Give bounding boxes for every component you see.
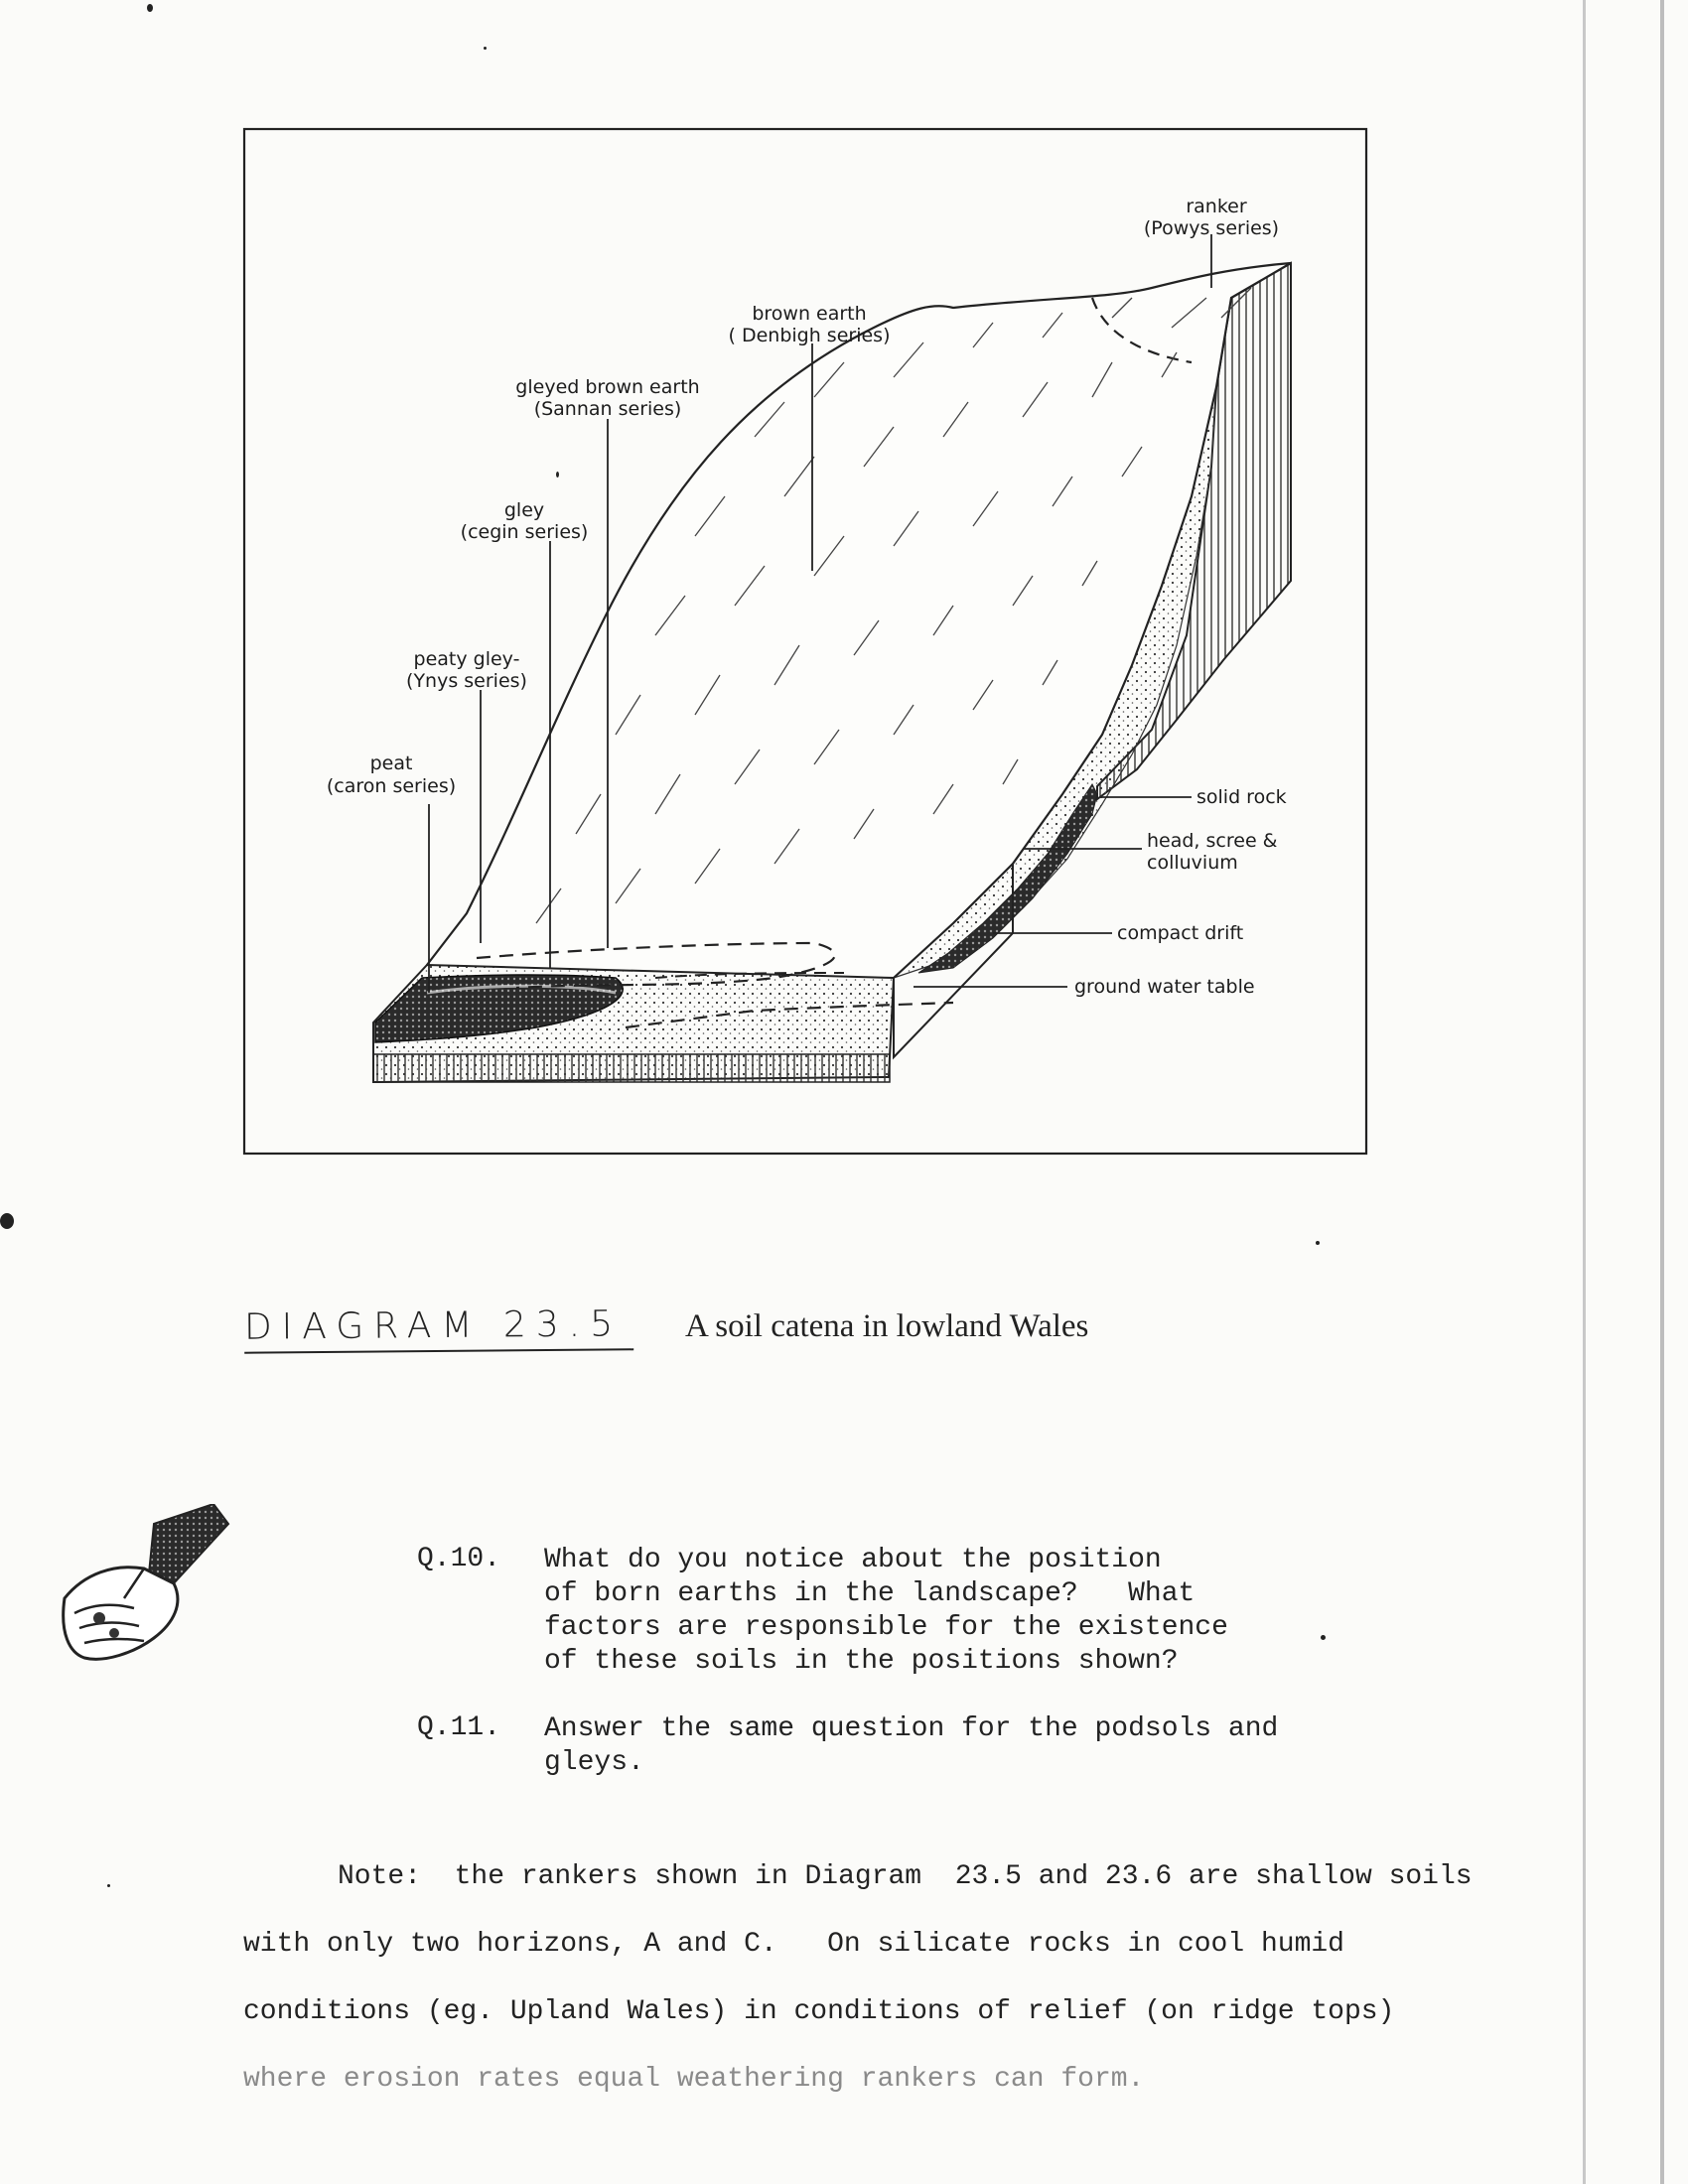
label-peat-series: (caron series) xyxy=(326,775,457,797)
question-line: factors are responsible for the existence xyxy=(544,1612,1228,1643)
note-line: Note: the rankers shown in Diagram 23.5 and 23.6 are shallow soils xyxy=(338,1861,1473,1892)
label-brown-earth-series: ( Denbigh series) xyxy=(728,325,891,346)
label-colluvium: colluvium xyxy=(1147,852,1238,874)
question-line: Answer the same question for the podsols and xyxy=(544,1713,1279,1744)
note-line: with only two horizons, A and C. On silicate rocks in cool humid xyxy=(243,1929,1344,1960)
writing-hand-icon xyxy=(55,1504,233,1668)
label-gley: gley xyxy=(503,499,545,521)
diagram-caption: A soil catena in lowland Wales xyxy=(685,1308,1089,1344)
question-number: Q.11. xyxy=(417,1712,501,1743)
label-solid-rock: solid rock xyxy=(1196,786,1287,808)
label-peaty-gley: peaty gley- xyxy=(413,648,520,670)
note-line: conditions (eg. Upland Wales) in conditions of relief (on ridge tops) xyxy=(243,1996,1395,2027)
question-line: gleys. xyxy=(544,1747,644,1778)
label-gley-series: (cegin series) xyxy=(460,521,589,543)
slab-base-bedrock xyxy=(373,1054,890,1082)
label-ground-water-table: ground water table xyxy=(1074,976,1255,998)
label-compact-drift: compact drift xyxy=(1117,922,1244,944)
question-line: of these soils in the positions shown? xyxy=(544,1646,1179,1677)
label-brown-earth: brown earth xyxy=(752,303,867,325)
question-line: of born earths in the landscape? What xyxy=(544,1578,1196,1609)
question-number: Q.10. xyxy=(417,1544,501,1574)
note-line: where erosion rates equal weathering rankers can form. xyxy=(243,2064,1145,2095)
label-ranker-series: (Powys series) xyxy=(1143,217,1280,239)
label-peaty-gley-series: (Ynys series) xyxy=(406,670,527,692)
label-gleyed-brown-earth: gleyed brown earth xyxy=(515,376,700,398)
label-peat: peat xyxy=(369,752,413,774)
question-line: What do you notice about the position xyxy=(544,1545,1162,1575)
diagram-number-handwritten: DIAGRAM 23.5 xyxy=(244,1303,633,1353)
label-head-scree: head, scree & xyxy=(1147,830,1278,852)
label-gleyed-series: (Sannan series) xyxy=(533,398,682,420)
label-ranker: ranker xyxy=(1186,196,1247,217)
